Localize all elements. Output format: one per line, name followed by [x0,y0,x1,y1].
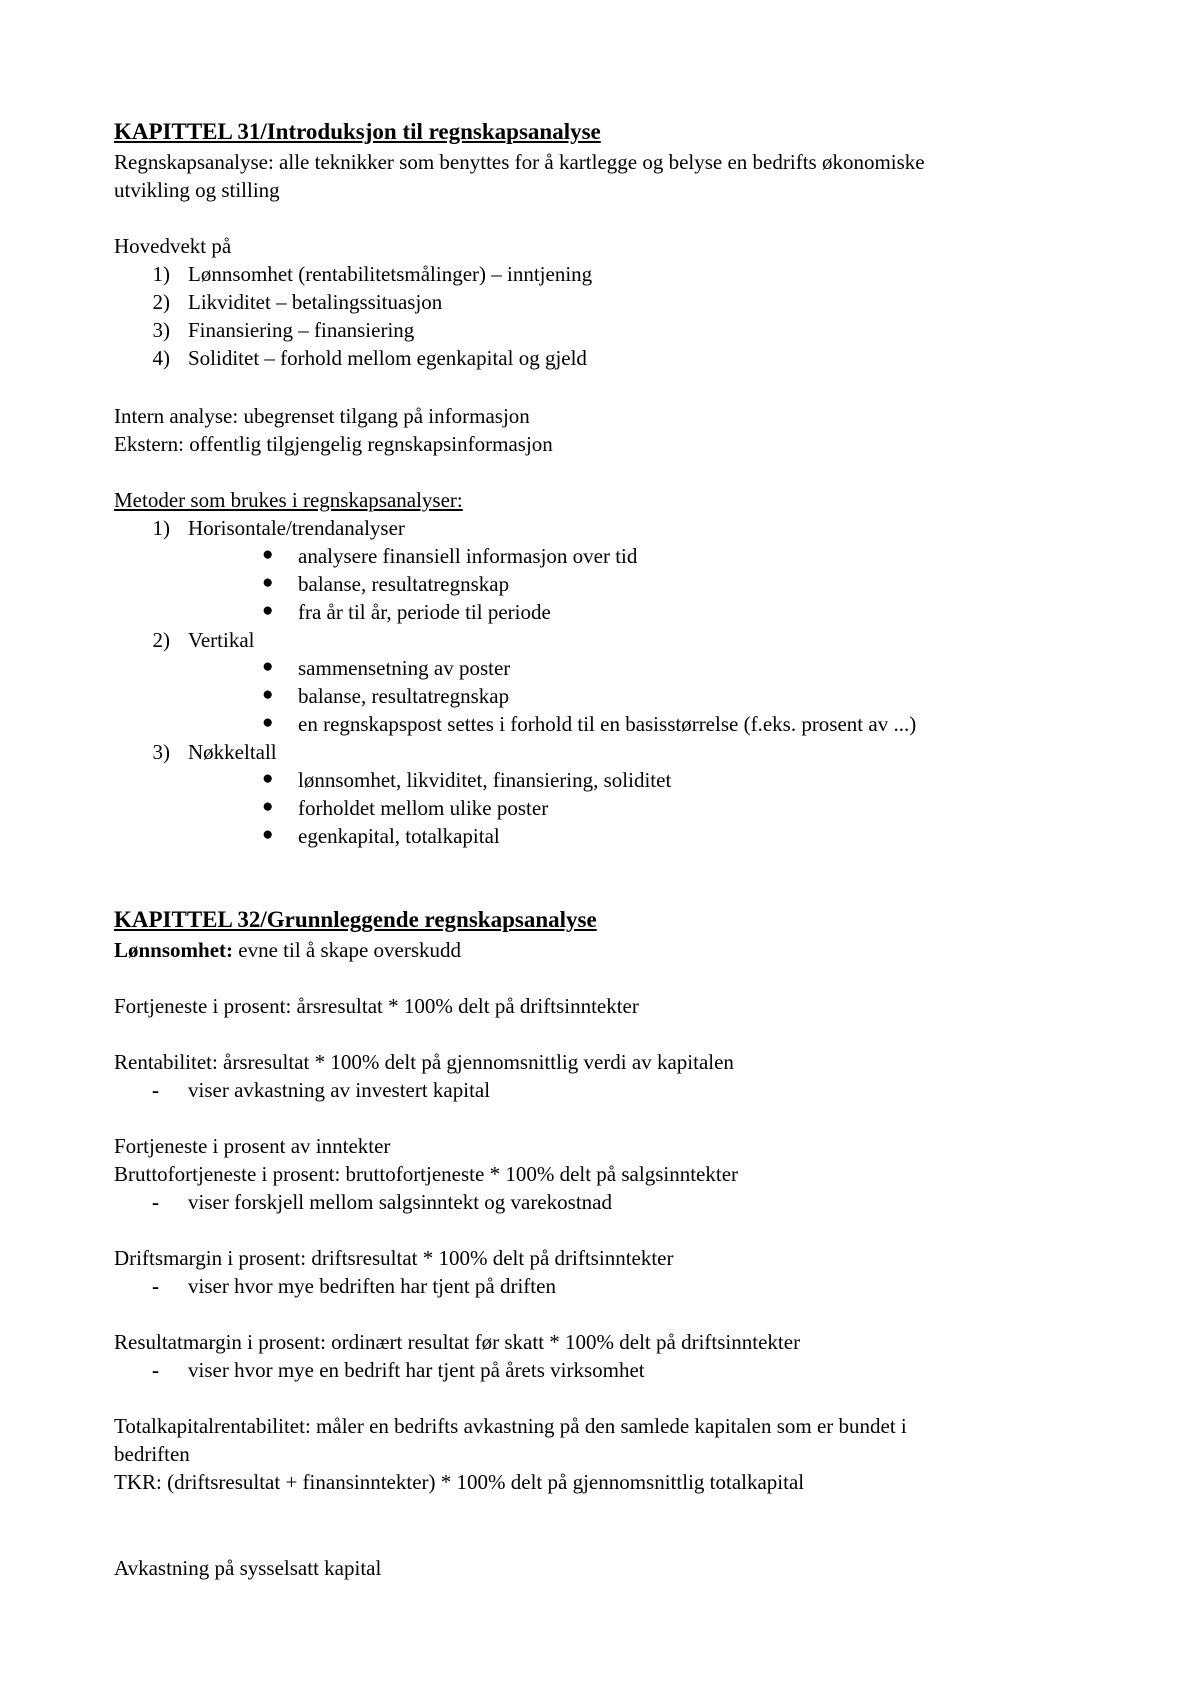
bullet-text: sammensetning av poster [298,656,511,680]
focus-item-number: 3) [152,318,170,342]
definition-line-1: Regnskapsanalyse: alle teknikker som benyttes for å kartlegge og belyse en bedrifts økonomiske [114,150,925,174]
driftsmargin-text: Driftsmargin i prosent: driftsresultat * 100% delt på driftsinntekter [114,1246,674,1270]
bullet-dot-icon: ● [262,684,274,705]
dash-icon: - [152,1358,159,1382]
dash-icon: - [152,1190,159,1214]
bullet-dot-icon: ● [262,824,274,845]
rentabilitet-text: Rentabilitet: årsresultat * 100% delt på gjennomsnittlig verdi av kapitalen [114,1050,734,1074]
bullet-dot-icon: ● [262,572,274,593]
bullet-text: fra år til år, periode til periode [298,600,551,624]
dash-icon: - [152,1078,159,1102]
method-title: Vertikal [188,628,255,652]
focus-item-text: Lønnsomhet (rentabilitetsmålinger) – inntjening [188,262,593,286]
bruttofortjeneste-text: Bruttofortjeneste i prosent: bruttofortjeneste * 100% delt på salgsinntekter [114,1162,739,1186]
bullet-text: forholdet mellom ulike poster [298,796,549,820]
dash-text: viser hvor mye bedriften har tjent på driften [188,1274,556,1298]
resultatmargin-text: Resultatmargin i prosent: ordinært resultat før skatt * 100% delt på driftsinntekter [114,1330,801,1354]
lonnsomhet-line [114,936,461,964]
fortjeneste-text: Fortjeneste i prosent: årsresultat * 100% delt på driftsinntekter [114,994,639,1018]
method-number: 3) [152,740,170,764]
dash-text: viser hvor mye en bedrift har tjent på årets virksomhet [188,1358,645,1382]
totalkapitalrentabilitet-line-2: bedriften [114,1442,190,1466]
bullet-dot-icon: ● [262,712,274,733]
totalkapitalrentabilitet-line-1: Totalkapitalrentabilitet: måler en bedrifts avkastning på den samlede kapitalen som er bundet i [114,1414,907,1438]
ekstern-analysis-text: Ekstern: offentlig tilgjengelig regnskapsinformasjon [114,432,553,456]
bullet-text: en regnskapspost settes i forhold til en basisstørrelse (f.eks. prosent av ...) [298,712,917,736]
bullet-dot-icon: ● [262,600,274,621]
intern-analysis-text: Intern analyse: ubegrenset tilgang på informasjon [114,404,530,428]
dash-text: viser avkastning av investert kapital [188,1078,491,1102]
method-title: Nøkkeltall [188,740,277,764]
method-title: Horisontale/trendanalyser [188,516,405,540]
lonnsomhet-label: Lønnsomhet: [114,938,234,962]
chapter-31-heading: KAPITTEL 31/Introduksjon til regnskapsanalyse [114,119,601,144]
dash-text: viser forskjell mellom salgsinntekt og varekostnad [188,1190,612,1214]
definition-line-2: utvikling og stilling [114,178,280,202]
tkr-formula: TKR: (driftsresultat + finansinntekter) * 100% delt på gjennomsnittlig totalkapital [114,1470,805,1494]
lonnsomhet-text: evne til å skape overskudd [233,938,462,962]
bullet-text: balanse, resultatregnskap [298,572,510,596]
focus-item-number: 2) [152,290,170,314]
fortjeneste-inntekter-text: Fortjeneste i prosent av inntekter [114,1134,391,1158]
bullet-text: analysere finansiell informasjon over tid [298,544,638,568]
bullet-dot-icon: ● [262,544,274,565]
avkastning-text: Avkastning på sysselsatt kapital [114,1556,382,1580]
dash-icon: - [152,1274,159,1298]
bullet-text: lønnsomhet, likviditet, finansiering, soliditet [298,768,672,792]
focus-item-number: 1) [152,262,170,286]
method-number: 2) [152,628,170,652]
bullet-text: balanse, resultatregnskap [298,684,510,708]
focus-item-number: 4) [152,346,170,370]
bullet-dot-icon: ● [262,796,274,817]
focus-item-text: Likviditet – betalingssituasjon [188,290,443,314]
focus-item-text: Soliditet – forhold mellom egenkapital og gjeld [188,346,587,370]
focus-title: Hovedvekt på [114,234,232,258]
focus-item-text: Finansiering – finansiering [188,318,415,342]
method-number: 1) [152,516,170,540]
bullet-dot-icon: ● [262,768,274,789]
bullet-text: egenkapital, totalkapital [298,824,500,848]
bullet-dot-icon: ● [262,656,274,677]
chapter-32-heading: KAPITTEL 32/Grunnleggende regnskapsanalyse [114,907,597,932]
methods-title: Metoder som brukes i regnskapsanalyser: [114,488,463,512]
